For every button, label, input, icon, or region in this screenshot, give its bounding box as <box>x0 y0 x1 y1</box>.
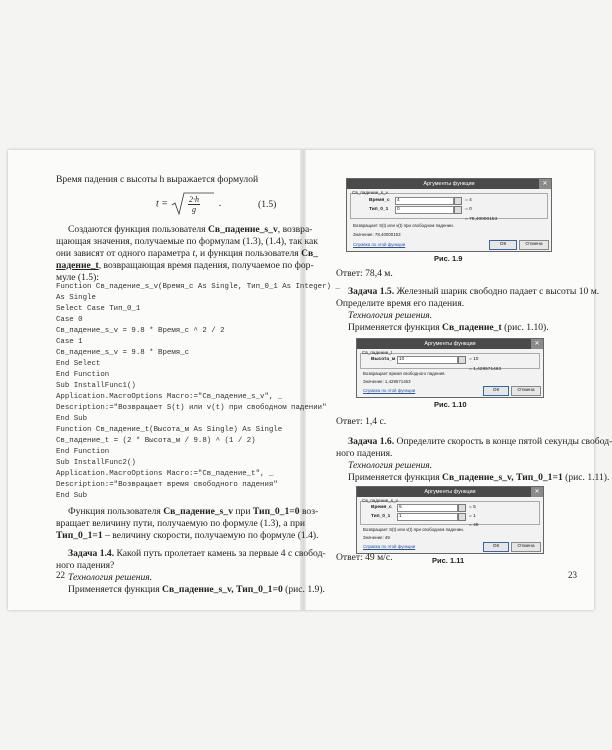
code-line: Function Св_падение_s_v(Время_с As Single, Тип_0_1 As Integer) _ <box>56 283 340 291</box>
function-name: Св_падение_s_v <box>362 498 398 503</box>
cancel-button[interactable]: Отмена <box>511 542 541 552</box>
dialog-titlebar: Аргументы функции ✕ <box>357 339 543 349</box>
function-name: Св_падение_t <box>362 350 393 355</box>
cancel-button[interactable]: Отмена <box>519 240 549 250</box>
page-number-left: 22 <box>56 570 65 580</box>
code-line: Description:="Возвращает время свободного падения" <box>56 481 278 489</box>
technology-heading: Технология решения. <box>68 572 153 583</box>
code-line: Application.MacroOptions Macro:="Св_падение_s_v", _ <box>56 393 283 401</box>
page-number-right: 23 <box>568 570 577 580</box>
dialog-titlebar: Аргументы функции ✕ <box>347 179 551 189</box>
right-page <box>306 150 612 610</box>
formula-numerator: 2·h <box>189 195 199 204</box>
ok-button[interactable]: ОК <box>483 386 509 396</box>
help-link[interactable]: Справка по этой функции <box>353 242 406 247</box>
result-preview: = 78,40000153 <box>465 217 498 222</box>
range-select-icon[interactable] <box>458 513 466 521</box>
para1-line-1: Создаются функция пользователя Св_падение_s_v, возвра- <box>68 224 313 235</box>
range-select-icon[interactable] <box>458 504 466 512</box>
dialog-titlebar: Аргументы функции ✕ <box>357 487 543 497</box>
answer-1-4: Ответ: 78,4 м. <box>336 268 393 279</box>
arg-input-type[interactable]: 1 <box>397 513 458 521</box>
function-arguments-dialog-2: Аргументы функции ✕ Св_падение_t Высота_м 10 = 10 = 1,428571463 Возвращает время свободного падения. Значение: 1,428571463 Справка по этой функции ОК Отмена <box>356 338 544 398</box>
figure-caption: Рис. 1.10 <box>434 400 467 409</box>
answer-1-6: Ответ: 49 м/с. <box>336 552 393 563</box>
function-name: Св_падение_s_v <box>352 190 388 195</box>
technology-heading: Технология решения. <box>348 310 433 321</box>
function-arguments-dialog-1: Аргументы функции ✕ Св_падение_s_v Время_с 4 = 4 Тип_0_1 0 = 0 = 78,40000153 Возвращает S(t) или v(t) при свободном падении. Значение: 78,40000153 Справка по этой функции ОК Отмена <box>346 178 552 252</box>
code-line: End Sub <box>56 492 88 500</box>
para1-line-3: они зависят от одного параметра t, и функция пользователя Св_ <box>56 248 318 259</box>
cancel-button[interactable]: Отмена <box>511 386 541 396</box>
code-line: Function Св_падение_t(Высота_м As Single) As Single <box>56 426 283 434</box>
ok-button[interactable]: ОК <box>489 240 517 250</box>
task-label: Задача 1.4. <box>68 548 115 559</box>
function-description: Возвращает S(t) или v(t) при свободном падении. <box>363 527 464 532</box>
code-line: Св_падение_t = (2 * Высота_м / 9.8) ^ (1 / 2) <box>56 437 256 445</box>
paragraph-function-usage: Функция пользователя Св_падение_s_v при Тип_0_1=0 воз- вращает величину пути, получаемую по формуле (1.3), а при Тип_0_1=1 – величину скорости, получаемую по формуле (1.4). <box>56 506 319 541</box>
code-line: Description:="Возвращает S(t) или v(t) при свободном падении" <box>56 404 327 412</box>
range-select-icon[interactable] <box>454 197 462 205</box>
vba-code-listing <box>56 282 340 502</box>
code-line: Св_падение_s_v = 9.8 * Время_с <box>56 349 190 357</box>
arg-input-type[interactable]: 0 <box>395 206 454 214</box>
function-description: Возвращает S(t) или v(t) при свободном падении. <box>353 223 454 228</box>
help-link[interactable]: Справка по этой функции <box>363 388 416 393</box>
function-description: Возвращает время свободного падения. <box>363 371 446 376</box>
arg-input-height[interactable]: 10 <box>397 356 458 364</box>
code-line: End Select <box>56 360 101 368</box>
close-icon[interactable]: ✕ <box>531 487 543 497</box>
formula-denominator: g <box>192 205 196 214</box>
paragraph-intro <box>56 224 318 284</box>
range-select-icon[interactable] <box>454 206 462 214</box>
intro-line: Время падения с высоты h выражается формулой <box>56 174 259 185</box>
help-link[interactable]: Справка по этой функции <box>363 544 416 549</box>
code-line: End Sub <box>56 415 88 423</box>
value-label: Значение: 1,428571463 <box>363 379 411 384</box>
function-arguments-dialog-3: Аргументы функции ✕ Св_падение_s_v Время_с 5 = 5 Тип_0_1 1 = 1 = 49 Возвращает S(t) или v(t) при свободном падении. Значение: 49 Справка по этой функции ОК Отмена <box>356 486 544 554</box>
figure-caption: Рис. 1.9 <box>434 254 463 263</box>
arg-input-time[interactable]: 4 <box>395 197 454 205</box>
formula-fraction <box>188 195 200 214</box>
figure-caption: Рис. 1.11 <box>432 556 465 565</box>
arg-input-time[interactable]: 5 <box>397 504 458 512</box>
book-spread <box>8 150 612 610</box>
ok-button[interactable]: ОК <box>483 542 509 552</box>
code-line: End Function <box>56 371 110 379</box>
para1-line-5: муле (1.5): <box>56 272 99 283</box>
para1-line-2: щающая значения, получаемые по формулам (1.3), (1.4), так как <box>56 236 318 247</box>
result-preview: = 1,428571463 <box>469 367 502 372</box>
task-1-4: Задача 1.4. Какой путь пролетает камень за первые 4 с свобод- ного падения? Технология решения. Применяется функция Св_падение_s_v, Тип_0_1=0 (рис. 1.9). <box>56 548 326 595</box>
code-line: Application.MacroOptions Macro:="Св_падение_t", _ <box>56 470 274 478</box>
task-label: Задача 1.6. <box>348 436 395 447</box>
code-line: Sub InstallFunc1() <box>56 382 136 390</box>
code-line: End Function <box>56 448 110 456</box>
code-line: Case 1 <box>56 338 83 346</box>
task-1-5: Задача 1.5. Железный шарик свободно падает с высоты 10 м. Определите время его падения. Технология решения. Применяется функция Св_падение_t (рис. 1.10). <box>336 286 600 333</box>
close-icon[interactable]: ✕ <box>539 179 551 189</box>
value-label: Значение: 78,40000153 <box>353 232 401 237</box>
formula-lhs: t = <box>156 198 169 210</box>
result-preview: = 49 <box>469 523 479 528</box>
formula <box>156 192 222 216</box>
task-label: Задача 1.5. <box>348 286 395 297</box>
code-line: Св_падение_s_v = 9.8 * Время_с ^ 2 / 2 <box>56 327 225 335</box>
left-page <box>8 150 340 610</box>
technology-heading: Технология решения. <box>348 460 433 471</box>
formula-tail: . <box>219 198 222 210</box>
code-line: As Single <box>56 294 96 302</box>
answer-1-5: Ответ: 1,4 с. <box>336 416 387 427</box>
para1-line-4: падение_t, возвращающая время падения, получаемое по фор- <box>56 260 314 271</box>
code-line: Case 0 <box>56 316 83 324</box>
close-icon[interactable]: ✕ <box>531 339 543 349</box>
task-1-6: Задача 1.6. Определите скорость в конце пятой секунды свобод- ного падения. Технология решения. Применяется функция Св_падение_s_v, Тип_0_1=1 (рис. 1.11). <box>336 436 612 483</box>
range-select-icon[interactable] <box>458 356 466 364</box>
code-line: Select Case Тип_0_1 <box>56 305 141 313</box>
formula-number: (1.5) <box>258 199 277 210</box>
value-label: Значение: 49 <box>363 535 390 540</box>
code-line: Sub InstallFunc2() <box>56 459 136 467</box>
